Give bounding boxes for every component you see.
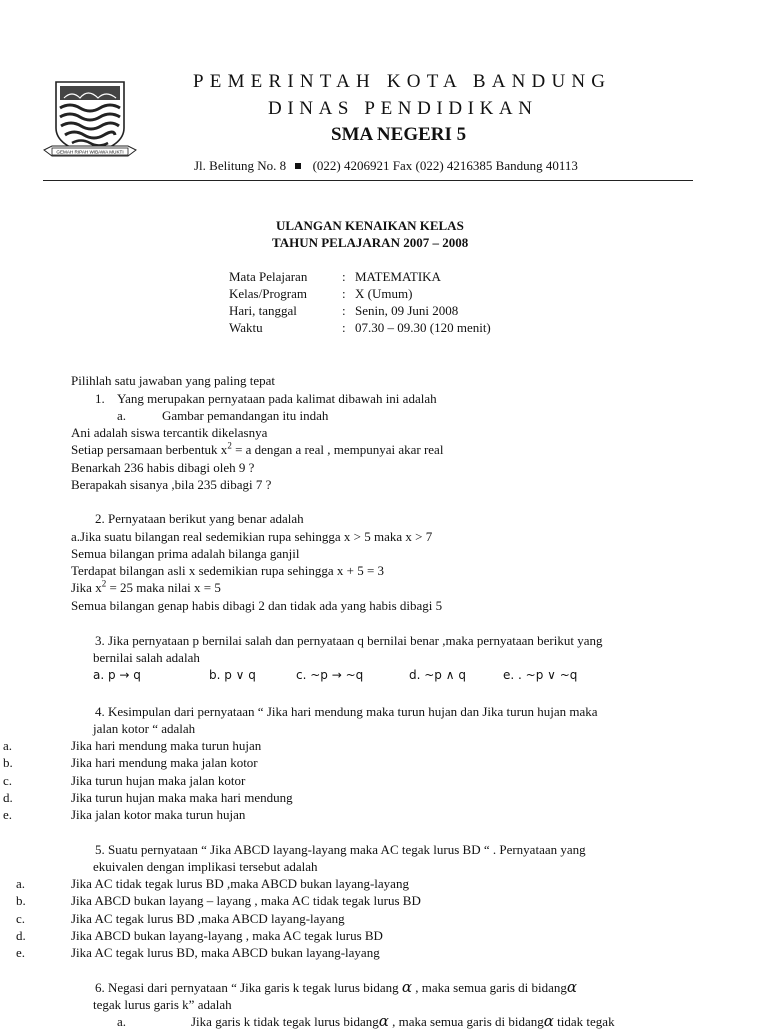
q1-option-d: Benarkah 236 habis dibagi oleh 9 ? (71, 460, 255, 475)
q4-option-b: Jika hari mendung maka jalan kotor (71, 755, 258, 770)
alpha-symbol: α (401, 978, 412, 996)
logo-motto-text: GEMAH RIPAH WIBAWA MUKTI (56, 149, 124, 155)
q1-option-c (71, 441, 443, 458)
exam-year: TAHUN PELAJARAN 2007 – 2008 (272, 235, 469, 250)
q6-option-a (191, 1013, 615, 1030)
school-logo (42, 76, 138, 166)
q6-option-a-letter: a. (117, 1014, 127, 1029)
q5-option-e: Jika AC tegak lurus BD, maka ABCD bukan layang-layang (71, 945, 380, 960)
q1-option-e: Berapakah sisanya ,bila 235 dibagi 7 ? (71, 477, 272, 492)
q6-line1-mid: , maka semua garis di bidang (412, 980, 567, 995)
q3-line2: bernilai salah adalah (93, 650, 200, 665)
q2-option-e: Semua bilangan genap habis dibagi 2 dan tidak ada yang habis dibagi 5 (71, 598, 443, 613)
q6-line2: tegak lurus garis k” adalah (93, 997, 232, 1012)
q1-option-c-pre: Setiap persamaan berbentuk x (71, 442, 228, 457)
header-divider (43, 180, 693, 181)
q5-option-e-letter: e. (16, 945, 26, 960)
exam-title: ULANGAN KENAIKAN KELAS (276, 218, 464, 233)
header-government: PEMERINTAH KOTA BANDUNG (193, 71, 612, 92)
q3-option-c: c. ~p → ~q (296, 668, 364, 682)
q6-option-a-pre: Jika garis k tidak tegak lurus bidang (191, 1014, 379, 1029)
info-value-time: 07.30 – 09.30 (120 menit) (355, 320, 491, 335)
info-value-subject: MATEMATIKA (355, 269, 441, 284)
q2-option-a: a.Jika suatu bilangan real sedemikian rupa sehingga x > 5 maka x > 7 (71, 529, 433, 544)
q4-option-d: Jika turun hujan maka maka hari mendung (71, 790, 293, 805)
q3-option-a: a. p → q (93, 668, 141, 682)
instruction: Pilihlah satu jawaban yang paling tepat (71, 373, 275, 388)
city-crest-icon (42, 76, 138, 166)
q4-option-a: Jika hari mendung maka turun hujan (71, 738, 262, 753)
info-label-subject: Mata Pelajaran (229, 269, 308, 284)
info-label-time: Waktu (229, 320, 263, 335)
info-colon: : (342, 303, 346, 318)
q1-option-c-post: = a dengan a real , mempunyai akar real (231, 442, 444, 457)
q5-option-c: Jika AC tegak lurus BD ,maka ABCD layang-layang (71, 911, 345, 926)
header-address (194, 157, 578, 174)
q3-line1: 3. Jika pernyataan p bernilai salah dan pernyataan q bernilai benar ,maka pernyataan berikut yang (95, 633, 603, 648)
info-colon: : (342, 269, 346, 284)
phone-bullet-icon (295, 163, 301, 169)
info-colon: : (342, 286, 346, 301)
q1-option-c-sup: 2 (227, 440, 232, 451)
q2-option-b: Semua bilangan prima adalah bilanga ganjil (71, 546, 300, 561)
q4-line2: jalan kotor “ adalah (93, 721, 196, 736)
q3-option-e: e. . ~p ∨ ~q (503, 668, 578, 682)
q3-option-d: d. ~p ∧ q (409, 668, 466, 682)
q4-option-e: Jika jalan kotor maka turun hujan (71, 807, 246, 822)
q1-text: Yang merupakan pernyataan pada kalimat dibawah ini adalah (117, 391, 437, 406)
q5-option-d-letter: d. (16, 928, 26, 943)
q5-option-a: Jika AC tidak tegak lurus BD ,maka ABCD bukan layang-layang (71, 876, 409, 891)
q1-option-a-letter: a. (117, 408, 127, 423)
q2-option-d-post: = 25 maka nilai x = 5 (106, 580, 221, 595)
address-contacts: (022) 4206921 Fax (022) 4216385 Bandung 40113 (312, 158, 578, 173)
q4-option-d-letter: d. (3, 790, 13, 805)
q3-option-b: b. p ∨ q (209, 668, 256, 682)
q1-option-b: Ani adalah siswa tercantik dikelasnya (71, 425, 268, 440)
alpha-symbol: α (566, 978, 578, 996)
info-label-class: Kelas/Program (229, 286, 307, 301)
q6-line1-pre: 6. Negasi dari pernyataan “ Jika garis k tegak lurus bidang (95, 980, 402, 995)
alpha-symbol: α (378, 1012, 389, 1030)
info-value-date: Senin, 09 Juni 2008 (355, 303, 459, 318)
header-department: DINAS PENDIDIKAN (268, 98, 538, 119)
q5-option-b-letter: b. (16, 893, 26, 908)
q5-option-d: Jika ABCD bukan layang-layang , maka AC tegak lurus BD (71, 928, 383, 943)
info-value-class: X (Umum) (355, 286, 413, 301)
q6-line1 (95, 979, 577, 996)
q4-option-e-letter: e. (3, 807, 13, 822)
q1-option-a: Gambar pemandangan itu indah (162, 408, 329, 423)
q5-option-a-letter: a. (16, 876, 26, 891)
q4-option-b-letter: b. (3, 755, 13, 770)
q4-option-c-letter: c. (3, 773, 13, 788)
header-school-name: SMA NEGERI 5 (331, 124, 467, 145)
q2-option-d (71, 579, 221, 596)
q2-option-d-pre: Jika x (71, 580, 102, 595)
q4-option-c: Jika turun hujan maka jalan kotor (71, 773, 246, 788)
info-colon: : (342, 320, 346, 335)
q6-option-a-mid: , maka semua garis di bidang (388, 1014, 544, 1029)
alpha-symbol: α (543, 1012, 554, 1030)
q5-line1: 5. Suatu pernyataan “ Jika ABCD layang-layang maka AC tegak lurus BD “ . Pernyataan yang (95, 842, 586, 857)
info-label-date: Hari, tanggal (229, 303, 297, 318)
address-street: Jl. Belitung No. 8 (194, 158, 287, 173)
q1-number: 1. (95, 391, 105, 406)
q4-option-a-letter: a. (3, 738, 13, 753)
q2-option-c: Terdapat bilangan asli x sedemikian rupa sehingga x + 5 = 3 (71, 563, 385, 578)
q5-option-b: Jika ABCD bukan layang – layang , maka AC tidak tegak lurus BD (71, 893, 421, 908)
q5-option-c-letter: c. (16, 911, 26, 926)
q6-option-a-post: tidak tegak (553, 1014, 615, 1029)
q2-option-d-sup: 2 (101, 578, 107, 589)
q5-line2: ekuivalen dengan implikasi tersebut adalah (93, 859, 318, 874)
q4-line1: 4. Kesimpulan dari pernyataan “ Jika hari mendung maka turun hujan dan Jika turun hujan maka (95, 704, 598, 719)
q2-text: 2. Pernyataan berikut yang benar adalah (95, 511, 304, 526)
